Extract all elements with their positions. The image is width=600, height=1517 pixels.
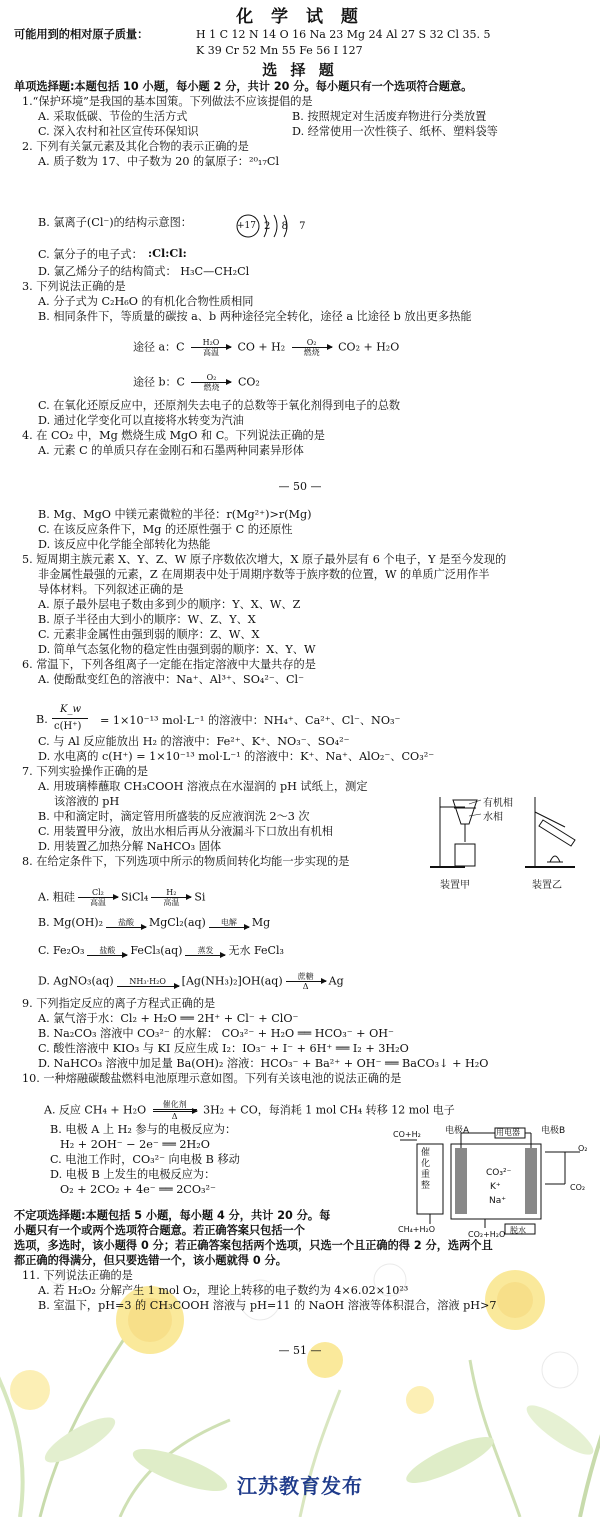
chloride-shells: 2 8 7 <box>264 221 310 232</box>
text-line: D. 通过化学变化可以直接将水转变为汽油 <box>38 414 244 427</box>
text-line: A. 分子式为 C₂H₆O 的有机化合物性质相同 <box>38 295 254 308</box>
text-line: 4. 在 CO₂ 中，Mg 燃烧生成 MgO 和 C。下列说法正确的是 <box>22 429 325 442</box>
chloride-nucleus: +17 <box>237 221 256 231</box>
arrow-bar <box>106 927 146 928</box>
text-line: = 1×10⁻¹³ mol·L⁻¹ 的溶液中：NH₄⁺、Ca²⁺、Cl⁻、NO₃⁻ <box>100 714 401 727</box>
route-b-equation <box>133 373 260 392</box>
q8-arrow-c-2 <box>185 946 225 956</box>
q8-arrow-d-2 <box>286 972 326 991</box>
q10a-equation <box>44 1100 455 1121</box>
arrow-bar <box>286 981 326 982</box>
q6b-numerator: K_w <box>60 704 82 715</box>
q8-end: Si <box>194 890 206 904</box>
arrow-reagent: 蒸发 <box>197 946 214 955</box>
atomic-masses-line1: H 1 C 12 N 14 O 16 Na 23 Mg 24 Al 27 S 32 Cl 35. 5 <box>196 28 491 41</box>
text-line: C. 在氧化还原反应中，还原剂失去电子的总数等于氧化剂得到电子的总数 <box>38 399 401 412</box>
text-line: A. 若 H₂O₂ 分解产生 1 mol O₂，理论上转移的电子数约为 4×6.02×10²³ <box>38 1284 409 1297</box>
ion-potassium: K⁺ <box>490 1182 501 1192</box>
atomic-masses-line2: K 39 Cr 52 Mn 55 Fe 56 I 127 <box>196 44 363 57</box>
q8-end: 无水 FeCl₃ <box>228 944 284 957</box>
text-line: B. 电极 A 上 H₂ 参与的电极反应为： <box>50 1123 237 1136</box>
q10a-prefix: A. 反应 CH₄ + H₂O <box>44 1103 147 1117</box>
text-line: D. 氯乙烯分子的结构简式： H₃C—CH₂Cl <box>38 265 250 278</box>
q8-arrow-b-1 <box>106 918 146 928</box>
q8-middle: FeCl₃(aq) <box>130 944 183 957</box>
text-line: B. 室温下，pH=3 的 CH₃COOH 溶液与 pH=11 的 NaOH 溶液等体积混合，溶液 pH>7 <box>38 1299 497 1312</box>
page-number-50: — 50 — <box>278 480 322 493</box>
text-line: C. 在该反应条件下，Mg 的还原性强于 C 的还原性 <box>38 523 293 536</box>
appliance-label: 用电器 <box>496 1128 520 1137</box>
text-line: C. 深入农村和社区宣传环保知识 <box>38 125 199 138</box>
route-b-carbon: C <box>176 375 185 389</box>
q6b-prefix: B. <box>36 713 48 726</box>
electrode-a-label: 电极A <box>445 1126 470 1136</box>
atomic-masses-label: 可能用到的相对原子质量： <box>14 28 149 41</box>
text-line: D. 简单气态氢化物的稳定性由强到弱的顺序：X、Y、W <box>38 643 316 656</box>
arrow-reagent: 电解 <box>220 918 237 927</box>
q8-option-c <box>38 944 284 957</box>
text-line: A. 用玻璃棒蘸取 CH₃COOH 溶液点在水湿润的 pH 试纸上，测定 <box>38 780 368 793</box>
arrow-reagent: NH₃·H₂O <box>129 976 166 986</box>
exhaust-label: CO₂+H₂O <box>468 1230 506 1239</box>
q8-middle: MgCl₂(aq) <box>149 916 206 929</box>
text-line: 7. 下列实验操作正确的是 <box>22 765 149 778</box>
ion-sodium: Na⁺ <box>489 1196 506 1206</box>
q8-start: D. AgNO₃(aq) <box>38 974 114 988</box>
text-line: B. 按照规定对生活废弃物进行分类放置 <box>292 110 487 123</box>
ion-carbonate: CO₃²⁻ <box>486 1168 512 1178</box>
text-line: D. 用装置乙加热分解 NaHCO₃ 固体 <box>38 840 222 853</box>
text-line: B. 相同条件下，等质量的碳按 a、b 两种途径完全转化，途径 a 比途径 b 放出更多热能 <box>38 310 472 323</box>
text-line: 非金属性最强的元素，Z 在周期表中处于周期序数等于族序数的位置，W 的单质广泛用作半 <box>38 568 490 581</box>
text-line: 1.“保护环境”是我国的基本国策。下列做法不应该提倡的是 <box>22 95 313 108</box>
route-a-cond2: 燃烧 <box>303 348 320 357</box>
route-b-cond: 燃烧 <box>203 383 220 392</box>
text-line: D. 该反应中化学能全部转化为热能 <box>38 538 211 551</box>
q10a-suffix: 3H₂ + CO，每消耗 1 mol CH₄ 转移 12 mol 电子 <box>203 1103 455 1117</box>
q8-start: B. Mg(OH)₂ <box>38 916 103 929</box>
text-line: C. 氯分子的电子式： <box>38 248 143 261</box>
arrow-bar <box>209 927 249 928</box>
text-line: H₂ + 2OH⁻ − 2e⁻ ══ 2H₂O <box>60 1138 210 1151</box>
q8-end: Mg <box>251 916 271 929</box>
page-title: 化 学 试 题 <box>236 7 364 27</box>
text-line: B. Na₂CO₃ 溶液中 CO₃²⁻ 的水解： CO₃²⁻ + H₂O ══ HCO₃⁻ + OH⁻ <box>38 1027 394 1040</box>
q8-end: Ag <box>328 974 344 988</box>
text-line: O₂ + 2CO₂ + 4e⁻ ══ 2CO₃²⁻ <box>60 1183 216 1196</box>
q6b-denominator: c(H⁺) <box>54 721 82 732</box>
arrow-condition: Δ <box>302 982 309 991</box>
q8-middle: SiCl₄ <box>120 890 149 904</box>
arrow-bar <box>185 955 225 956</box>
apparatus-b-label: 装置乙 <box>532 880 562 891</box>
route-b-reagent: O₂ <box>206 373 217 382</box>
electrode-b-label: 电极B <box>541 1126 566 1136</box>
route-a-mid: CO + H₂ <box>237 340 286 354</box>
text-line: C. 与 Al 反应能放出 H₂ 的溶液中：Fe²⁺、K⁺、NO₃⁻、SO₄²⁻ <box>38 735 350 748</box>
arrow-reagent: 蔗糖 <box>297 972 314 981</box>
text-line: D. 电极 B 上发生的电极反应为： <box>50 1168 216 1181</box>
reformer-label: 催化重整 <box>421 1148 431 1191</box>
q8-option-b <box>38 916 270 929</box>
text-line: A. 使酚酞变红色的溶液中：Na⁺、Al³⁺、SO₄²⁻、Cl⁻ <box>38 673 304 686</box>
co2-label: CO₂ <box>570 1183 586 1192</box>
text-line: 不定项选择题:本题包括 5 小题，每小题 4 分，共计 20 分。每 <box>14 1209 331 1222</box>
text-line: B. Mg、MgO 中镁元素微粒的半径：r(Mg²⁺)>r(Mg) <box>38 508 312 521</box>
chlorine-electron-formula: :Cl:Cl: <box>148 246 187 260</box>
text-line: B. 中和滴定时，滴定管用所盛装的反应液润洗 2～3 次 <box>38 810 310 823</box>
arrow-reagent: 盐酸 <box>99 946 116 955</box>
route-a-equation <box>133 338 399 357</box>
footer-logo: 江苏教育发布 <box>237 1474 363 1498</box>
arrow-reagent: H₂ <box>166 888 177 897</box>
q8-start: A. 粗硅 <box>38 890 75 904</box>
q8-arrow-b-2 <box>209 918 249 928</box>
dehydrate-label: 脱水 <box>510 1226 526 1235</box>
arrow-condition: 高温 <box>89 898 106 907</box>
q10a-catalyst: 催化剂 <box>162 1100 187 1109</box>
route-a-label: 途径 a： <box>133 340 177 354</box>
route-a-end: CO₂ + H₂O <box>338 340 400 354</box>
text-line: A. 采取低碳、节俭的生活方式 <box>38 110 188 123</box>
text-line: 11. 下列说法正确的是 <box>22 1269 133 1282</box>
arrow-bar <box>78 897 118 898</box>
oxygen-outlet-label: O₂ <box>578 1144 588 1153</box>
text-line: 5. 短周期主族元素 X、Y、Z、W 原子序数依次增大，X 原子最外层有 6 个电子，Y 是至今发现的 <box>22 553 507 566</box>
text-line: 该溶液的 pH <box>54 795 120 808</box>
q8-arrow-a-2 <box>151 888 191 907</box>
text-line: 导体材料。下列叙述正确的是 <box>38 583 184 596</box>
water-phase-label: 水相 <box>483 812 503 823</box>
text-line: A. 质子数为 17、中子数为 20 的氯原子：²⁰₁₇Cl <box>38 155 280 168</box>
text-line: A. 原子最外层电子数由多到少的顺序：Y、X、W、Z <box>38 598 301 611</box>
page-number-51: — 51 — <box>278 1344 322 1357</box>
text-line: C. 电池工作时，CO₃²⁻ 向电极 B 移动 <box>50 1153 240 1166</box>
text-line: D. 经常使用一次性筷子、纸杯、塑料袋等 <box>292 125 498 138</box>
text-line: 9. 下列指定反应的离子方程式正确的是 <box>22 997 216 1010</box>
text-line: D. 水电离的 c(H⁺) = 1×10⁻¹³ mol·L⁻¹ 的溶液中：K⁺、Na⁺、AlO₂⁻、CO₃²⁻ <box>38 750 435 763</box>
arrow-condition: 高温 <box>163 898 180 907</box>
arrow-bar <box>117 986 179 987</box>
arrow-bar <box>87 955 127 956</box>
section-title: 选 择 题 <box>262 61 338 79</box>
inlet-gas-label: CO+H₂ <box>393 1130 421 1139</box>
text-line: C. 元素非金属性由强到弱的顺序：Z、W、X <box>38 628 260 641</box>
text-line: 选项，多选时，该小题得 0 分；若正确答案包括两个选项，只选一个且正确的得 2 分，选两个且 <box>14 1239 493 1252</box>
q10a-heat: Δ <box>171 1112 178 1121</box>
route-b-label: 途径 b： <box>133 375 177 389</box>
apparatus-a-label: 装置甲 <box>440 880 470 891</box>
q8-arrow-a-1 <box>78 888 118 907</box>
q8-start: C. Fe₂O₃ <box>38 944 85 957</box>
q8-option-a <box>38 888 205 907</box>
text-line: C. 酸性溶液中 KIO₃ 与 KI 反应生成 I₂：IO₃⁻ + I⁻ + 6H⁺ ══ I₂ + 3H₂O <box>38 1042 409 1055</box>
route-a-reagent1: H₂O <box>202 338 220 347</box>
text-line: A. 氯气溶于水：Cl₂ + H₂O ══ 2H⁺ + Cl⁻ + ClO⁻ <box>38 1012 299 1025</box>
q8-middle: [Ag(NH₃)₂]OH(aq) <box>181 974 283 988</box>
route-a-carbon: C <box>176 340 185 354</box>
q8-option-d <box>38 972 344 991</box>
organic-phase-label: 有机相 <box>483 798 513 809</box>
route-a-cond1: 高温 <box>202 348 219 357</box>
text-line: C. 用装置甲分液，放出水相后再从分液漏斗下口放出有机相 <box>38 825 333 838</box>
text-line: 2. 下列有关氯元素及其化合物的表示正确的是 <box>22 140 249 153</box>
text-line: B. 氯离子(Cl⁻)的结构示意图： <box>38 216 192 229</box>
arrow-reagent: Cl₂ <box>91 888 104 897</box>
text-line: D. NaHCO₃ 溶液中加足量 Ba(OH)₂ 溶液：HCO₃⁻ + Ba²⁺ + OH⁻ ══ BaCO₃↓ + H₂O <box>38 1057 489 1070</box>
q8-arrow-c-1 <box>87 946 127 956</box>
text-line: 单项选择题:本题包括 10 小题，每小题 2 分，共计 20 分。每小题只有一个选项符合题意。 <box>14 80 473 93</box>
feed-label: CH₄+H₂O <box>398 1225 436 1234</box>
text-line: 都正确的得满分，但只要选错一个，该小题就得 0 分。 <box>14 1254 287 1267</box>
route-b-end: CO₂ <box>237 375 260 389</box>
q8-arrow-d-1 <box>117 977 179 987</box>
text-line: B. 原子半径由大到小的顺序：W、Z、Y、X <box>38 613 256 626</box>
arrow-reagent: 盐酸 <box>118 918 134 927</box>
text-line: A. 元素 C 的单质只存在金刚石和石墨两种同素异形体 <box>38 444 304 457</box>
text-line: 小题只有一个或两个选项符合题意。若正确答案只包括一个 <box>14 1224 305 1237</box>
route-a-reagent2: O₂ <box>306 338 317 347</box>
text-line: 10. 一种熔融碳酸盐燃料电池原理示意如图。下列有关该电池的说法正确的是 <box>22 1072 402 1085</box>
text-line: 3. 下列说法正确的是 <box>22 280 126 293</box>
text-line: 6. 常温下，下列各组离子一定能在指定溶液中大量共存的是 <box>22 658 316 671</box>
arrow-bar <box>151 897 191 898</box>
text-line: 8. 在给定条件下，下列选项中所示的物质间转化均能一步实现的是 <box>22 855 350 868</box>
